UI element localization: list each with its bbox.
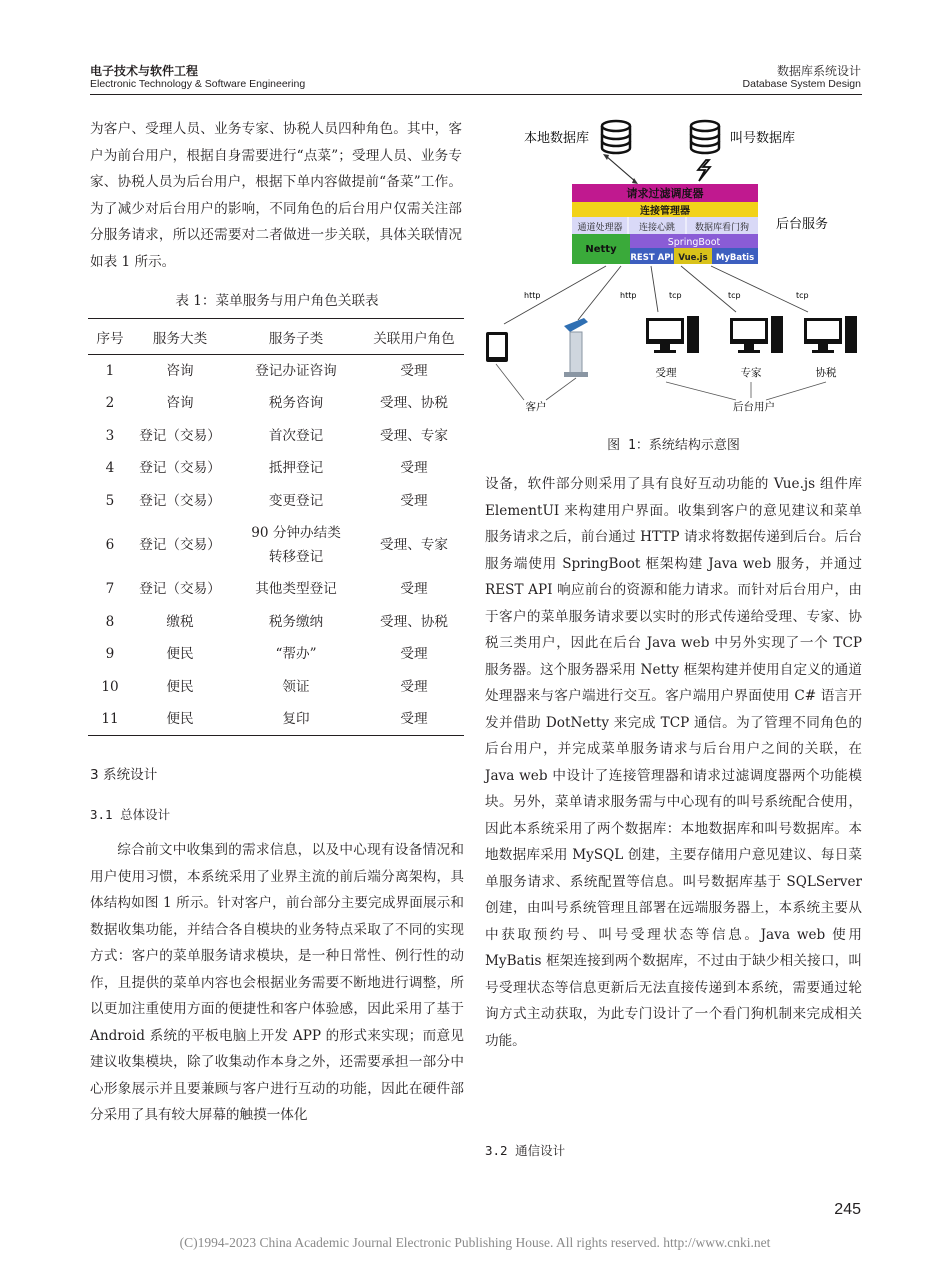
- subsection-heading-communication: 3.2 通信设计: [485, 1143, 566, 1158]
- table-header-cell: 关联用户角色: [364, 319, 464, 355]
- table-row: [88, 485, 464, 518]
- table-row: [88, 387, 464, 420]
- table-row: [88, 452, 464, 485]
- table-row: [88, 606, 464, 639]
- table-cell: 登记（交易）: [139, 427, 221, 444]
- table-cell: 抵押登记: [268, 460, 324, 477]
- table-row: [88, 703, 464, 736]
- table-cell: 缴税: [166, 613, 194, 630]
- table-cell: “帮办”: [275, 646, 317, 663]
- table-cell: 受理、专家: [380, 537, 448, 553]
- client-connection-lines: [504, 266, 808, 324]
- db-connection-arrows: [606, 156, 636, 182]
- back-user-label: 后台用户: [733, 401, 775, 413]
- journal-title-en: Electronic Technology & Software Engineering: [90, 78, 306, 90]
- client-label: 客户: [525, 401, 547, 413]
- figure-caption: 图 1：系统结构示意图: [607, 438, 740, 453]
- section-title-en: Database System Design: [742, 78, 861, 90]
- table-row: [88, 638, 464, 671]
- table-cell: 咨询: [166, 395, 194, 412]
- backend-stack: [572, 184, 758, 264]
- netty-label: Netty: [585, 244, 617, 255]
- table-cell: 登记（交易）: [139, 492, 221, 509]
- table-cell: 11: [88, 703, 132, 736]
- table-header-cell: 服务大类: [132, 319, 228, 355]
- table-cell: 受理: [400, 646, 428, 663]
- table-cell: 4: [105, 460, 115, 477]
- backend-label: 后台服务: [776, 217, 829, 232]
- section-heading: 3 系统设计: [90, 767, 158, 783]
- tcp-label-3: tcp: [796, 291, 809, 300]
- table-cell: 受理、协税: [380, 395, 448, 412]
- table-cell: 便民: [132, 703, 228, 736]
- table-cell: 登记办证咨询: [255, 363, 337, 379]
- system-architecture-diagram: [486, 112, 862, 422]
- table-cell: 税务缴纳: [268, 613, 324, 630]
- subsection-heading-overall: 3.1 总体设计: [90, 807, 171, 822]
- http-label-2: http: [620, 291, 637, 300]
- table-cell: 10: [101, 678, 119, 695]
- conn-mgr-label: 连接管理器: [640, 206, 690, 217]
- table-cell: 3: [105, 427, 115, 444]
- arrow-head: [603, 154, 609, 160]
- table-row: [88, 573, 464, 606]
- table-cell: 咨询: [166, 363, 194, 379]
- table-cell: 受理: [400, 678, 428, 695]
- table-cell: 首次登记: [268, 427, 324, 444]
- left-body-paragraph: 综合前文中收集到的需求信息，以及中心现有设备情况和用户使用习惯，本系统采用了业界主流的前后端分离架构，具体结构如图 1 所示。针对客户，前台部分主要完成界面展示和数据收集功能，并结合各自模块的业务特点采取了不同的实现方式：客户的菜单服务请求模块，是一种日常性、例行性的动作，且提供的菜单内容也会根据业务需要不断地进行调整，所以更加注重使用方面的便捷性和客户体验感，因此采用了基于 Android 系统的平板电脑上开发 APP 的形式来实现；而意见建议收集模块，除了收集动作本身之外，还需要承担一部分中心形象展示并且要兼顾与客户进行互动的功能，因此在硬件部分采用了具有较大屏幕的触摸一体化: [90, 842, 464, 1123]
- tcp-label-2: tcp: [728, 291, 741, 300]
- channel-label: 通道处理器: [577, 223, 623, 233]
- table-cell: 受理: [400, 460, 428, 477]
- tablet-icon: [486, 332, 508, 362]
- journal-title-cn: 电子技术与软件工程: [90, 64, 199, 78]
- table-cell: 90 分钟办结类转移登记: [251, 525, 341, 565]
- table-cell: 6: [105, 537, 115, 553]
- expert-label: 专家: [740, 367, 762, 379]
- table-header-cell: 服务子类: [228, 319, 364, 355]
- table-cell: 领证: [282, 678, 310, 695]
- springboot-label: SpringBoot: [667, 237, 721, 248]
- section-title-cn: 数据库系统设计: [776, 64, 861, 78]
- table-cell: 1: [105, 363, 115, 379]
- table-cell: 便民: [166, 678, 194, 695]
- table-cell: 受理: [400, 581, 428, 598]
- mybatis-label: MyBatis: [715, 253, 755, 263]
- table-cell: 变更登记: [268, 492, 324, 509]
- database-icon-call: [691, 121, 719, 153]
- left-top-paragraph: 为客户、受理人员、业务专家、协税人员四种角色。其中，客户为前台用户，根据自身需要进行“点菜”；受理人员、业务专家、协税人员为后台用户，根据下单内容做提前“备菜”工作。为了减少对后台用户的影响，不同角色的后台用户仅需关注部分服务请求，所以还需要对二者做进一步关联，具体关联情况如表 1 所示。: [90, 121, 462, 270]
- right-body-paragraph: 设备，软件部分则采用了具有良好互动功能的 Vue.js 组件库 ElementUI 来构建用户界面。收集到客户的意见建议和菜单服务请求之后，前台通过 HTTP 请求将数据传递到后台。后台服务端使用 SpringBoot 框架构建 Java web 服务，并通过 REST API 响应前台的资源和能力请求。而针对后台用户，由于客户的菜单服务请求要以实时的形式传递给受理、专家、协税三类用户，因此在后台 Java web 中另外实现了一个 TCP 服务器。这个服务器采用 Netty 框架构建并使用自定义的通道处理器来与客户端进行交互。客户端用户界面使用 C# 语言开发并借助 DotNetty 来完成 TCP 通信。为了管理不同角色的后台用户，并完成菜单服务请求与后台用户之间的关联，在 Java web 中设计了连接管理器和请求过滤调度器两个功能模块。另外，菜单请求服务需与中心现有的叫号系统配合使用，因此本系统采用了两个数据库：本地数据库和叫号数据库。本地数据库采用 MySQL 创建，主要存储用户意见建议、每日菜单服务请求、系统配置等信息。叫号数据库基于 SQLServer 创建，由叫号系统管理且部署在远端服务器上，本系统主要从中获取预约号、叫号受理状态等信息。Java web 使用 MyBatis 框架连接到两个数据库，不过由于缺少相关接口，叫号受理状态等信息更新后无法直接传递到本系统，需要通过轮询方式主动获取，为此专门设计了一个看门狗机制来完成相关功能。: [485, 476, 862, 1049]
- database-icon-local: [602, 121, 630, 153]
- table-cell: 受理: [364, 703, 464, 736]
- table-cell: 便民: [166, 646, 194, 663]
- table-cell: 8: [105, 613, 115, 630]
- table-cell: 税务咨询: [268, 395, 324, 412]
- table-cell: 登记（交易）: [139, 537, 221, 553]
- table-cell: 2: [105, 395, 115, 412]
- table-cell: 9: [105, 646, 115, 663]
- http-label-1: http: [524, 291, 541, 300]
- table-cell: 受理: [400, 492, 428, 509]
- table-cell: 登记（交易）: [139, 581, 221, 598]
- filter-label: 请求过滤调度器: [626, 187, 704, 200]
- table-cell: 7: [105, 581, 115, 598]
- copyright-notice: (C)1994-2023 China Academic Journal Electronic Publishing House. All rights reserved. http://www.cnki.net: [179, 1235, 771, 1250]
- table-row: [88, 420, 464, 453]
- table-cell: 登记（交易）: [139, 460, 221, 477]
- table-row: [88, 355, 464, 388]
- tcp-label-1: tcp: [669, 291, 682, 300]
- header-rule: [90, 94, 862, 95]
- role-table: [88, 318, 464, 736]
- desktop-icon-tax: [804, 316, 857, 353]
- table-cell: 其他类型登记: [255, 581, 337, 598]
- heartbeat-label: 连接心跳: [638, 223, 676, 233]
- vuejs-label: Vue.js: [678, 253, 708, 263]
- local-db-label: 本地数据库: [524, 131, 590, 146]
- watchdog-label: 数据库看门狗: [694, 223, 750, 233]
- table-header-cell: 序号: [88, 319, 132, 355]
- desktop-icon-expert: [730, 316, 783, 353]
- table-cell: 受理: [400, 363, 428, 379]
- call-db-label: 叫号数据库: [730, 131, 796, 146]
- table-row: [88, 671, 464, 704]
- table-cell: 受理、协税: [380, 613, 448, 630]
- table-cell: 复印: [228, 703, 364, 736]
- table-caption: 表 1：菜单服务与用户角色关联表: [175, 293, 379, 309]
- table-row: [88, 517, 464, 573]
- page-number: 245: [834, 1201, 861, 1218]
- restapi-label: REST API: [630, 253, 674, 263]
- kiosk-icon: [564, 318, 588, 377]
- table-header-row: [88, 319, 464, 355]
- table-cell: 5: [105, 492, 115, 509]
- accept-label: 受理: [655, 367, 677, 379]
- desktop-icon-accept: [646, 316, 699, 353]
- lightning-icon: [698, 160, 710, 181]
- tax-label: 协税: [815, 367, 837, 379]
- table-cell: 受理、专家: [380, 427, 448, 444]
